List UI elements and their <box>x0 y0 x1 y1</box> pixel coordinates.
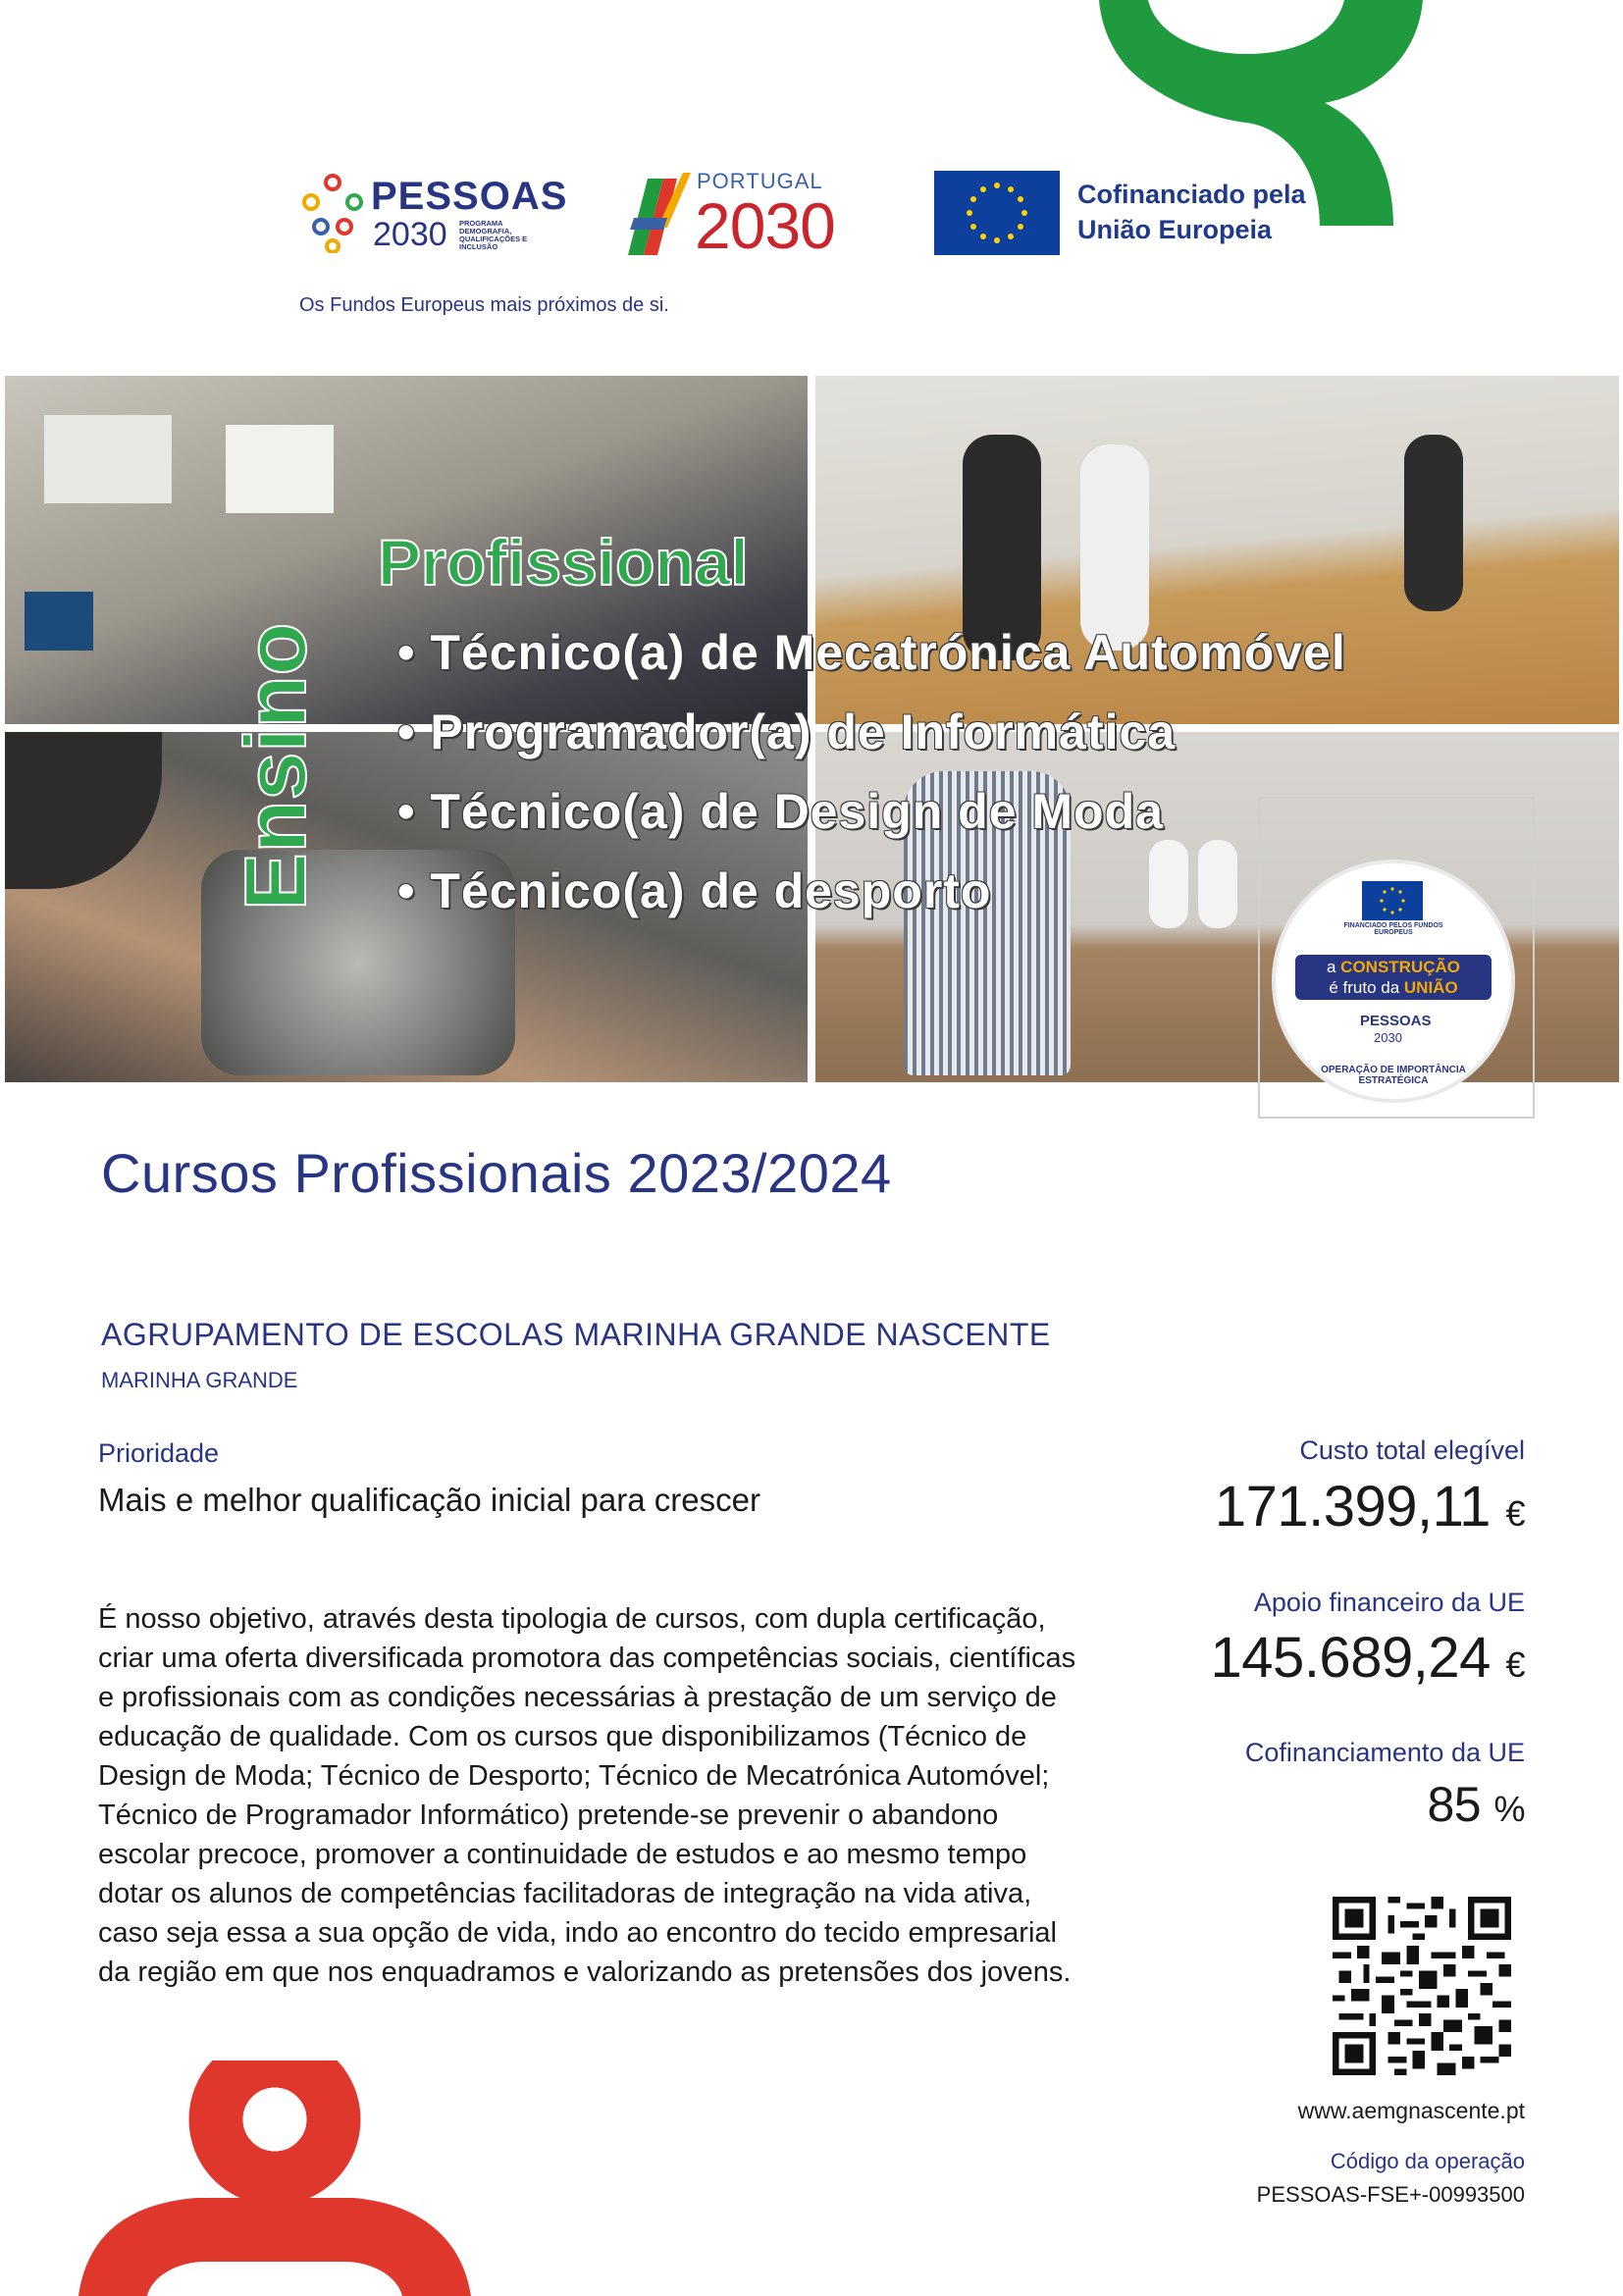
total-cost-unit: € <box>1505 1493 1525 1534</box>
pessoas-logo-year: 2030 <box>373 216 447 253</box>
website-link[interactable]: www.aemgnascente.pt <box>1297 2098 1525 2123</box>
eu-support-unit: € <box>1505 1644 1525 1685</box>
badge-pessoas-year: 2030 <box>1374 1030 1402 1045</box>
priority-value: Mais e melhor qualificação inicial para crescer <box>98 1482 760 1518</box>
eu-text-line2: União Europeia <box>1077 215 1273 244</box>
funds-tagline: Os Fundos Europeus mais próximos de si. <box>299 294 669 316</box>
cofinancing-label: Cofinanciamento da UE <box>1244 1738 1525 1767</box>
page-title: Cursos Profissionais 2023/2024 <box>101 1142 892 1204</box>
eu-text-line1: Cofinanciado pela <box>1077 180 1306 209</box>
profissional-title: Profissional <box>378 526 749 599</box>
badge-line2-b: UNIÃO <box>1403 978 1458 997</box>
course-item: • Técnico(a) de Design de Moda <box>397 784 1164 839</box>
cofinancing-value <box>1079 1776 1525 1833</box>
course-item: • Técnico(a) de Mecatrónica Automóvel <box>397 625 1346 680</box>
pessoas-logo-icon <box>299 173 366 253</box>
course-item: • Programador(a) de Informática <box>397 704 1177 759</box>
course-item: • Técnico(a) de desporto <box>397 863 992 918</box>
portugal-2030-flag-icon <box>624 169 691 255</box>
operation-code-value: PESSOAS-FSE+-00993500 <box>1256 2182 1525 2207</box>
organization-name: AGRUPAMENTO DE ESCOLAS MARINHA GRANDE NASCENTE <box>101 1317 1051 1352</box>
cofinancing-amount: 85 <box>1427 1777 1482 1832</box>
total-cost-label: Custo total elegível <box>1299 1435 1525 1465</box>
badge-eu-flag-icon <box>1362 881 1423 920</box>
ensino-vertical-title: Ensino <box>227 622 324 911</box>
total-cost-value <box>1079 1474 1525 1539</box>
badge-line1 <box>1295 958 1492 977</box>
badge-top-text: FINANCIADO PELOS FUNDOS EUROPEUS <box>1343 922 1443 936</box>
whiteboard-shape <box>44 415 172 503</box>
eu-cofinancing-text <box>1077 177 1306 247</box>
cofinancing-unit: % <box>1493 1789 1525 1829</box>
person-shape <box>1404 435 1463 611</box>
description-text: É nosso objetivo, através desta tipologia de cursos, com dupla certificação, criar uma oferta diversificada promotora das competências sociais, científicas e profissionais com as condições necessárias à prestação de um serviço de educação de qualidade. Com os cursos que disponibilizamos (Técnico de Design de Moda; Técnico de Desporto; Técnico de Mecatrónica Automóvel; Técnico de Programador Informático) pretende-se prevenir o abandono escolar precoce, promover a continuidade de estudos e ao mesmo tempo dotar os alunos de competências facilitadoras de integração na vida ativa, caso seja essa a sua opção de vida, indo ao encontro do tecido empresarial da região em que nos enquadramos e valorizando as pretensões dos jovens. <box>98 1603 1076 1988</box>
badge-line1-b: CONSTRUÇÃO <box>1340 958 1461 976</box>
portugal-logo-year: 2030 <box>695 189 835 262</box>
badge-ring-text: OPERAÇÃO DE IMPORTÂNCIA ESTRATÉGICA <box>1321 1065 1466 1086</box>
course-list <box>397 613 1346 931</box>
badge-line1-a: a <box>1326 958 1341 976</box>
portugal-logo-label: PORTUGAL <box>697 169 823 193</box>
eu-flag-icon <box>934 171 1060 255</box>
qr-code-icon[interactable] <box>1333 1897 1511 2075</box>
organization-city: MARINHA GRANDE <box>101 1368 298 1392</box>
operation-code-label: Código da operação <box>1330 2149 1525 2173</box>
eu-support-value <box>1079 1625 1525 1691</box>
pessoas-logo-title: PESSOAS <box>371 175 568 218</box>
badge-pessoas-title: PESSOAS <box>1360 1013 1432 1029</box>
total-cost-amount: 171.399,11 <box>1214 1475 1491 1539</box>
badge-line2 <box>1295 978 1492 998</box>
student-head-shape <box>5 732 162 889</box>
red-person-decoration <box>79 2061 530 2296</box>
badge-line2-a: é fruto da <box>1329 978 1404 997</box>
strategic-operation-badge <box>1276 863 1511 1099</box>
pessoas-logo-subtitle: PROGRAMA DEMOGRAFIA, QUALIFICAÇÕES E INCLUSÃO <box>459 219 528 251</box>
monitor-shape <box>25 592 93 651</box>
eu-support-label: Apoio financeiro da UE <box>1253 1588 1525 1617</box>
eu-support-amount: 145.689,24 <box>1210 1626 1491 1690</box>
projector-screen-shape <box>226 425 334 513</box>
priority-label: Prioridade <box>98 1438 220 1468</box>
